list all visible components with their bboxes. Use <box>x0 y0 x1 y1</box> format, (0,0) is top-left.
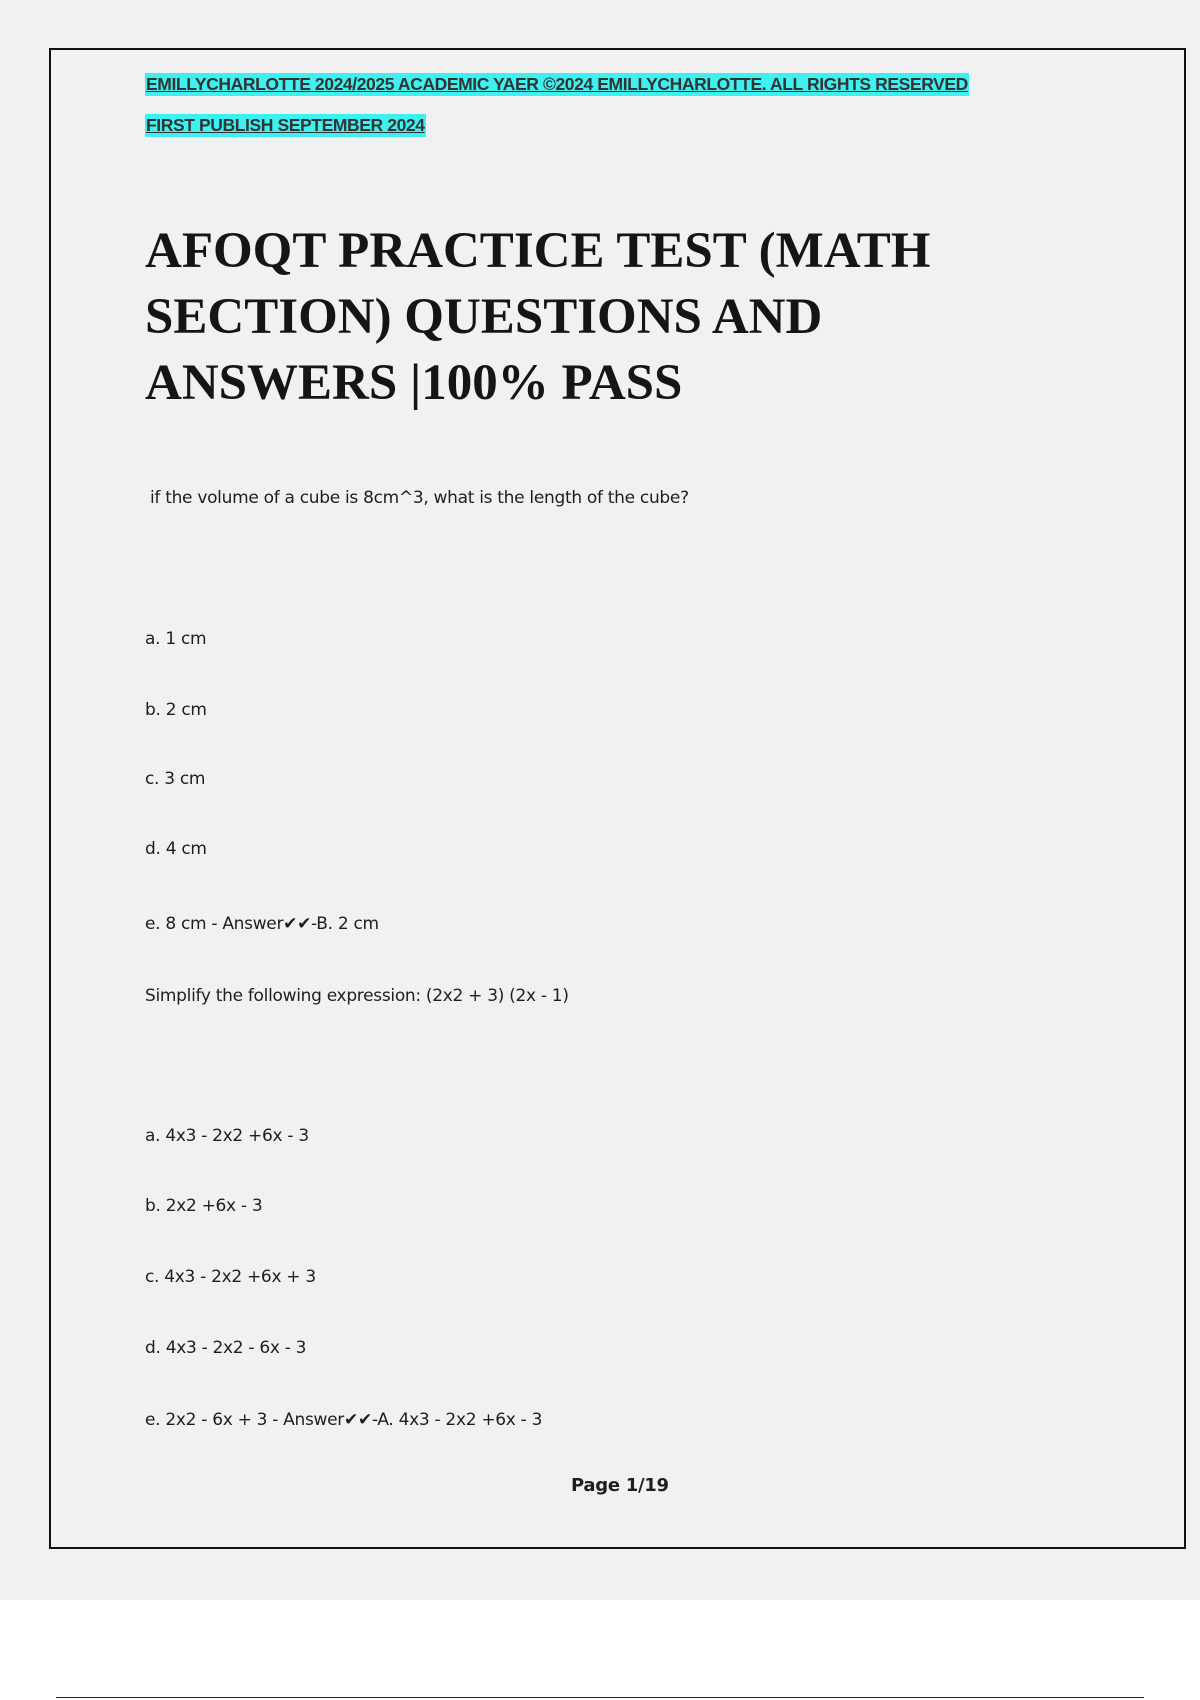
question-2-option-c: c. 4x3 - 2x2 +6x + 3 <box>145 1267 316 1287</box>
question-2-option-d: d. 4x3 - 2x2 - 6x - 3 <box>145 1338 307 1358</box>
question-2-text: Simplify the following expression: (2x2 + 3) (2x - 1) <box>145 986 569 1006</box>
next-page-area <box>0 1600 1200 1700</box>
question-2-option-b: b. 2x2 +6x - 3 <box>145 1196 263 1216</box>
question-1-option-a: a. 1 cm <box>145 629 207 649</box>
document-title: AFOQT PRACTICE TEST (MATH SECTION) QUESTIONS AND ANSWERS |100% PASS <box>145 223 931 411</box>
question-1-option-e-answer: e. 8 cm - Answer✔✔-B. 2 cm <box>145 914 379 934</box>
header-copyright-line: EMILLYCHARLOTTE 2024/2025 ACADEMIC YAER ©2024 EMILLYCHARLOTTE. ALL RIGHTS RESERVED <box>146 74 968 94</box>
question-1-option-c: c. 3 cm <box>145 769 206 789</box>
question-2-option-e-answer: e. 2x2 - 6x + 3 - Answer✔✔-A. 4x3 - 2x2 +6x - 3 <box>145 1410 543 1430</box>
page-number: Page 1/19 <box>571 1475 669 1496</box>
header-publish-line: FIRST PUBLISH SEPTEMBER 2024 <box>146 115 425 135</box>
question-1-text: if the volume of a cube is 8cm^3, what is the length of the cube? <box>150 488 689 508</box>
question-1-option-d: d. 4 cm <box>145 839 207 859</box>
next-page-rule <box>56 1697 1144 1698</box>
question-1-option-b: b. 2 cm <box>145 700 207 720</box>
question-2-option-a: a. 4x3 - 2x2 +6x - 3 <box>145 1126 309 1146</box>
